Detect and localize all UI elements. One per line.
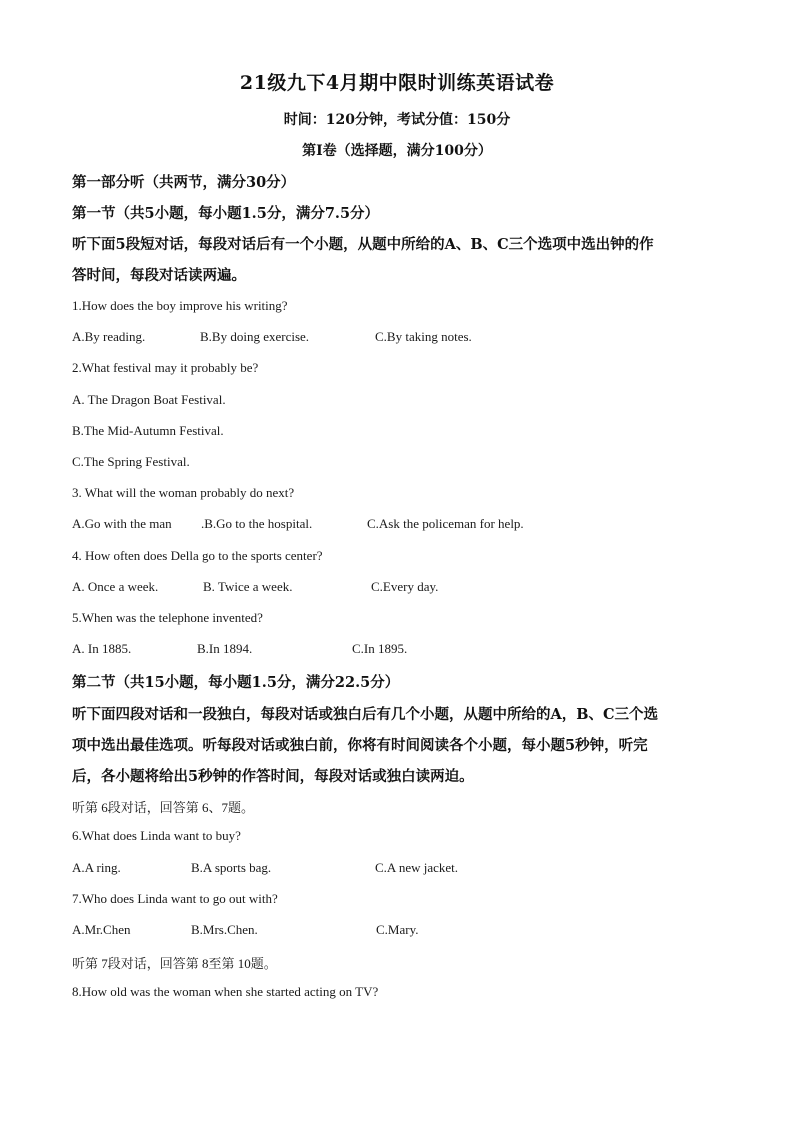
question-2-option-a: A. The Dragon Boat Festival. [72, 392, 226, 407]
dialogue-6-note: 听第 6段对话，回答第 6、7题。 [72, 800, 255, 815]
question-7-option-b: B.Mrs.Chen. [191, 922, 258, 937]
question-5-option-c: C.In 1895. [352, 641, 408, 656]
question-1-option-c: C.By taking notes. [375, 329, 472, 344]
question-3-option-c: C.Ask the policeman for help. [367, 516, 524, 531]
question-8: 8.How old was the woman when she started acting on TV? [72, 984, 379, 999]
question-1-option-b: B.By doing exercise. [200, 329, 310, 344]
question-2-option-c: C.The Spring Festival. [72, 454, 190, 469]
question-4: 4. How often does Della go to the sports center? [72, 548, 323, 563]
question-6-option-b: B.A sports bag. [191, 860, 272, 875]
dialogue-7-note: 听第 7段对话，回答第 8至第 10题。 [72, 956, 277, 971]
volume-heading: 第I卷（选择题，满分100分） [302, 143, 492, 159]
question-4-option-c: C.Every day. [371, 579, 439, 594]
exam-title: 21级九下4月期中限时训练英语试卷 [239, 72, 555, 94]
section1-instructions-line1: 听下面5段短对话，每段对话后有一个小题，从题中所给的A、B、C三个选项中选出钟的作 [72, 236, 654, 253]
part1-heading: 第一部分听（共两节，满分30分） [72, 174, 296, 191]
question-3-option-b: .B.Go to the hospital. [201, 516, 313, 531]
section2-instructions-line3: 后，各小题将给出5秒钟的作答时间，每段对话或独白读两迫。 [72, 768, 474, 785]
section2-heading: 第二节（共15小题，每小题1.5分，满分22.5分） [72, 674, 400, 691]
question-2: 2.What festival may it probably be? [72, 360, 259, 375]
question-3: 3. What will the woman probably do next? [72, 485, 295, 500]
question-6-option-c: C.A new jacket. [375, 860, 459, 875]
question-6: 6.What does Linda want to buy? [72, 828, 241, 843]
question-7-option-a: A.Mr.Chen [72, 922, 131, 937]
question-1-option-a: A.By reading. [72, 329, 146, 344]
section2-instructions-line2: 项中选出最佳选项。听每段对话或独白前，你将有时间阅读各个小题，每小题5秒钟，听完 [72, 737, 648, 754]
question-7: 7.Who does Linda want to go out with? [72, 891, 278, 906]
section2-instructions-line1: 听下面四段对话和一段独白，每段对话或独白后有几个小题，从题中所给的A，B、C三个选 [72, 706, 659, 723]
section1-heading: 第一节（共5小题，每小题1.5分，满分7.5分） [72, 205, 380, 222]
question-5: 5.When was the telephone invented? [72, 610, 263, 625]
section1-instructions-line2: 答时间，每段对话读两遍。 [72, 267, 246, 284]
question-2-option-b: B.The Mid-Autumn Festival. [72, 423, 224, 438]
question-1: 1.How does the boy improve his writing? [72, 298, 288, 313]
question-7-option-c: C.Mary. [376, 922, 419, 937]
time-score-line: 时间：120分钟，考试分值：150分 [283, 112, 511, 128]
question-5-option-b: B.In 1894. [197, 641, 253, 656]
question-4-option-a: A. Once a week. [72, 579, 159, 594]
question-6-option-a: A.A ring. [72, 860, 121, 875]
question-3-option-a: A.Go with the man [72, 516, 172, 531]
question-4-option-b: B. Twice a week. [203, 579, 293, 594]
question-5-option-a: A. In 1885. [72, 641, 132, 656]
